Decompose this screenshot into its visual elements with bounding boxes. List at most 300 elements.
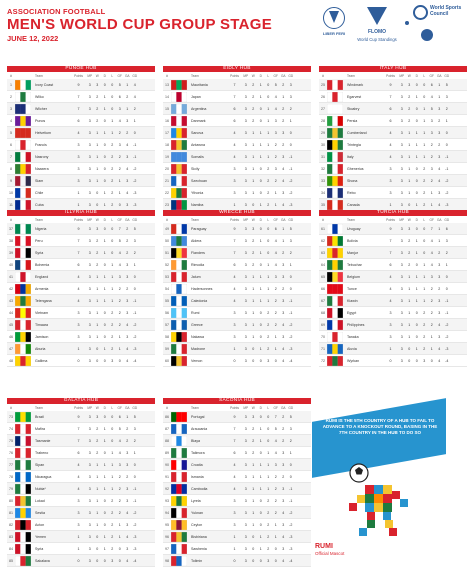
team-mp: 3 [400, 334, 403, 339]
column-header-ga: GA [124, 217, 130, 222]
team-l: 2 [423, 310, 426, 315]
team-position: 39 [9, 250, 13, 255]
flag-icon [15, 176, 31, 186]
team-points: 3 [77, 322, 80, 327]
team-l: 0 [423, 82, 426, 87]
team-name: Sakalava [35, 558, 50, 563]
team-d: 0 [259, 510, 262, 515]
team-w: 2 [252, 450, 255, 455]
column-header-pos: # [10, 73, 12, 78]
team-mp: 3 [88, 250, 91, 255]
team-w: 1 [408, 142, 411, 147]
team-l: 2 [267, 190, 270, 195]
table-row [7, 531, 155, 543]
column-header-gd: GD [288, 405, 294, 410]
team-d: 0 [103, 414, 106, 419]
team-l: 1 [267, 142, 270, 147]
team-w: 2 [408, 250, 411, 255]
flag-icon [327, 188, 343, 198]
team-ga: 2 [126, 238, 129, 243]
team-l: 2 [111, 202, 114, 207]
team-name: Acton [35, 522, 45, 527]
team-name: Sawhenia [191, 546, 207, 551]
team-points: 4 [233, 286, 236, 291]
standings-rows [7, 411, 155, 567]
team-ga: 3 [126, 334, 129, 339]
hub-panel [163, 66, 311, 223]
table-row [163, 555, 311, 567]
team-d: 1 [103, 474, 106, 479]
team-name: Nasrony [35, 154, 49, 159]
table-row [319, 355, 467, 367]
team-w: 1 [96, 274, 99, 279]
hub-panel [7, 210, 155, 367]
table-row [319, 91, 467, 103]
team-gd: 2 [133, 106, 136, 111]
team-d: 1 [103, 298, 106, 303]
team-d: 0 [259, 106, 262, 111]
table-row [319, 295, 467, 307]
team-gf: 2 [118, 298, 121, 303]
team-gd: -4 [289, 558, 293, 563]
team-gd: 1 [289, 262, 292, 267]
flag-icon [171, 436, 187, 446]
team-name: Trintegia [347, 142, 361, 147]
team-gd: -3 [133, 534, 137, 539]
team-position: 26 [321, 94, 325, 99]
team-w: 2 [96, 262, 99, 267]
team-gd: -2 [289, 510, 293, 515]
team-l: 1 [111, 474, 114, 479]
team-l: 1 [267, 154, 270, 159]
column-header-mp: MP [243, 73, 249, 78]
flag-icon [15, 152, 31, 162]
standings-rows [163, 411, 311, 567]
team-name: Vietnam [35, 310, 49, 315]
team-ga: 1 [282, 226, 285, 231]
team-w: 1 [408, 178, 411, 183]
flag-icon [171, 508, 187, 518]
team-gf: 3 [430, 166, 433, 171]
team-mp: 3 [244, 298, 247, 303]
team-l: 1 [111, 462, 114, 467]
team-mp: 3 [88, 462, 91, 467]
team-d: 0 [103, 82, 106, 87]
team-l: 3 [423, 358, 426, 363]
team-ga: 4 [438, 178, 441, 183]
table-row [163, 271, 311, 283]
team-gd: 0 [133, 274, 136, 279]
team-d: 1 [259, 130, 262, 135]
team-name: Nubia* [35, 486, 46, 491]
team-gf: 4 [430, 250, 433, 255]
team-w: 0 [252, 346, 255, 351]
column-header-l: L [267, 405, 270, 410]
table-row [7, 103, 155, 115]
team-l: 2 [267, 546, 270, 551]
team-gf: 2 [430, 154, 433, 159]
team-d: 0 [415, 334, 418, 339]
team-d: 1 [259, 346, 262, 351]
column-header-gf: GF [117, 73, 122, 78]
team-d: 0 [259, 450, 262, 455]
team-l: 2 [423, 334, 426, 339]
column-header-w: W [95, 405, 99, 410]
team-w: 2 [252, 82, 255, 87]
table-row [7, 507, 155, 519]
team-l: 1 [267, 262, 270, 267]
hub-title: TURCIA HUB [319, 210, 467, 216]
team-ga: 2 [438, 250, 441, 255]
team-w: 2 [96, 118, 99, 123]
team-position: 68 [321, 310, 325, 315]
team-position: 83 [9, 534, 13, 539]
team-name: Croatia [191, 462, 203, 467]
team-gd: -1 [133, 486, 137, 491]
team-name: Wilko [35, 94, 44, 99]
team-ga: 4 [126, 166, 129, 171]
team-l: 2 [267, 534, 270, 539]
team-w: 2 [408, 118, 411, 123]
team-l: 0 [111, 106, 114, 111]
team-mp: 3 [244, 286, 247, 291]
team-l: 1 [111, 274, 114, 279]
team-ga: 2 [282, 118, 285, 123]
team-name: Syria [35, 546, 44, 551]
team-gf: 0 [274, 558, 277, 563]
team-w: 0 [252, 558, 255, 563]
team-name: Lokad [35, 498, 45, 503]
team-position: 8 [10, 166, 12, 171]
team-position: 9 [10, 178, 12, 183]
team-gf: 7 [430, 226, 433, 231]
team-l: 2 [267, 166, 270, 171]
table-row [319, 79, 467, 91]
team-w: 1 [252, 298, 255, 303]
table-row [163, 483, 311, 495]
team-mp: 3 [88, 358, 91, 363]
team-d: 0 [415, 262, 418, 267]
team-w: 1 [96, 474, 99, 479]
team-gd: 2 [445, 250, 448, 255]
team-points: 1 [233, 546, 236, 551]
team-gd: 2 [289, 438, 292, 443]
team-d: 0 [259, 310, 262, 315]
flag-icon [171, 164, 187, 174]
team-name: Philippines [347, 322, 365, 327]
team-w: 3 [408, 226, 411, 231]
team-d: 0 [103, 450, 106, 455]
team-d: 0 [103, 178, 106, 183]
team-name: Ivory Coast [35, 82, 54, 87]
team-gf: 4 [274, 94, 277, 99]
team-gd: -2 [133, 510, 137, 515]
team-gd: 5 [133, 226, 136, 231]
team-mp: 3 [88, 118, 91, 123]
team-w: 1 [408, 154, 411, 159]
team-gf: 6 [274, 226, 277, 231]
team-mp: 3 [244, 166, 247, 171]
table-row [163, 79, 311, 91]
sponsor-logos [317, 5, 467, 63]
team-mp: 3 [244, 414, 247, 419]
team-l: 2 [111, 534, 114, 539]
table-row [163, 343, 311, 355]
team-gf: 4 [274, 438, 277, 443]
team-d: 0 [103, 142, 106, 147]
team-ga: 4 [282, 202, 285, 207]
team-d: 0 [259, 498, 262, 503]
flomo-mark-icon [367, 7, 387, 25]
flag-icon [171, 296, 187, 306]
team-points: 1 [389, 202, 392, 207]
team-mp: 3 [400, 118, 403, 123]
team-w: 3 [96, 414, 99, 419]
team-points: 9 [389, 82, 392, 87]
table-row [7, 543, 155, 555]
team-gf: 2 [118, 130, 121, 135]
team-position: 28 [321, 118, 325, 123]
team-mp: 3 [88, 310, 91, 315]
column-header-team: Team [191, 73, 199, 78]
flag-icon [327, 320, 343, 330]
team-gf: 2 [430, 142, 433, 147]
column-header-w: W [407, 73, 411, 78]
team-position: 51 [165, 250, 169, 255]
column-header-points: Points [230, 217, 239, 222]
team-mp: 3 [400, 322, 403, 327]
team-ga: 3 [438, 310, 441, 315]
column-header-l: L [423, 73, 426, 78]
team-position: 69 [321, 322, 325, 327]
flag-icon [15, 460, 31, 470]
flag-icon [327, 296, 343, 306]
flag-icon [171, 472, 187, 482]
column-header-ga: GA [280, 217, 286, 222]
column-header-l: L [267, 217, 270, 222]
team-gf: 2 [118, 474, 121, 479]
team-position: 44 [9, 310, 13, 315]
team-ga: 4 [282, 358, 285, 363]
team-d: 1 [259, 142, 262, 147]
team-mp: 3 [244, 474, 247, 479]
flag-icon [171, 272, 187, 282]
team-d: 0 [415, 178, 418, 183]
table-row [7, 271, 155, 283]
column-header-d: D [103, 217, 106, 222]
team-l: 1 [423, 142, 426, 147]
table-row [163, 319, 311, 331]
team-ga: 1 [438, 238, 441, 243]
team-gf: 1 [430, 202, 433, 207]
team-points: 4 [389, 130, 392, 135]
team-gd: -2 [289, 522, 293, 527]
team-d: 0 [415, 106, 418, 111]
team-gd: -1 [133, 142, 137, 147]
team-w: 1 [252, 286, 255, 291]
column-header-d: D [259, 405, 262, 410]
flag-icon [15, 248, 31, 258]
team-ga: 2 [126, 438, 129, 443]
team-gf: 1 [274, 334, 277, 339]
team-l: 2 [111, 346, 114, 351]
header-kicker: ASSOCIATION FOOTBALL [7, 7, 106, 16]
team-position: 61 [321, 226, 325, 231]
table-row [163, 139, 311, 151]
team-w: 2 [96, 250, 99, 255]
team-points: 1 [77, 346, 80, 351]
team-gf: 2 [430, 298, 433, 303]
team-position: 73 [9, 414, 13, 419]
team-points: 4 [77, 286, 80, 291]
column-header-l: L [111, 73, 114, 78]
team-position: 6 [10, 142, 12, 147]
column-header-team: Team [191, 217, 199, 222]
team-mp: 3 [88, 142, 91, 147]
team-w: 1 [252, 154, 255, 159]
team-points: 7 [389, 250, 392, 255]
team-d: 0 [103, 118, 106, 123]
team-mp: 3 [244, 546, 247, 551]
flag-icon [327, 92, 343, 102]
team-points: 7 [233, 438, 236, 443]
team-name: Rimodia [191, 262, 205, 267]
team-mp: 3 [88, 226, 91, 231]
mascot-name: RUMI [315, 543, 333, 550]
team-l: 2 [111, 166, 114, 171]
team-points: 7 [389, 238, 392, 243]
flag-icon [15, 104, 31, 114]
team-d: 0 [259, 558, 262, 563]
team-gf: 2 [118, 510, 121, 515]
team-mp: 3 [88, 298, 91, 303]
team-l: 2 [111, 334, 114, 339]
team-mp: 3 [400, 82, 403, 87]
team-name: Nicaragua [35, 474, 52, 479]
column-header-mp: MP [87, 73, 93, 78]
team-d: 1 [103, 286, 106, 291]
team-position: 29 [321, 130, 325, 135]
team-ga: 3 [282, 462, 285, 467]
team-name: Belgium [347, 274, 360, 279]
team-position: 19 [165, 154, 169, 159]
team-position: 98 [165, 558, 169, 563]
team-points: 4 [77, 298, 80, 303]
team-ga: 2 [126, 250, 129, 255]
team-gd: 0 [445, 286, 448, 291]
team-gf: 2 [430, 310, 433, 315]
team-position: 89 [165, 450, 169, 455]
team-gf: 3 [430, 274, 433, 279]
hub-title: WRECCE HUB [163, 210, 311, 216]
team-gd: 5 [133, 414, 136, 419]
team-name: Trabeno [35, 450, 49, 455]
team-mp: 3 [88, 438, 91, 443]
flag-icon [327, 272, 343, 282]
team-gd: 2 [445, 106, 448, 111]
team-l: 1 [267, 486, 270, 491]
column-header-gf: GF [273, 73, 278, 78]
team-d: 0 [103, 166, 106, 171]
team-gd: 0 [289, 474, 292, 479]
team-w: 0 [252, 358, 255, 363]
flag-icon [171, 260, 187, 270]
team-d: 1 [259, 274, 262, 279]
team-name: Cuba [35, 202, 44, 207]
team-name: Ghenerius [347, 166, 364, 171]
team-l: 1 [267, 274, 270, 279]
team-w: 0 [96, 346, 99, 351]
flag-icon [171, 92, 187, 102]
team-d: 0 [415, 82, 418, 87]
table-row [163, 459, 311, 471]
team-position: 38 [9, 238, 13, 243]
team-name: Cambodia [191, 486, 208, 491]
team-gd: 1 [133, 262, 136, 267]
column-header-ga: GA [436, 73, 442, 78]
team-gf: 5 [118, 426, 121, 431]
team-d: 1 [103, 274, 106, 279]
column-header-gf: GF [273, 217, 278, 222]
team-l: 1 [267, 298, 270, 303]
table-row [7, 259, 155, 271]
flag-icon [15, 496, 31, 506]
team-w: 0 [96, 546, 99, 551]
team-ga: 4 [438, 346, 441, 351]
team-name: England [35, 274, 49, 279]
team-ga: 3 [126, 486, 129, 491]
column-header-gd: GD [444, 217, 450, 222]
team-gd: -3 [133, 346, 137, 351]
team-ga: 2 [126, 426, 129, 431]
team-name: Nakawa [191, 334, 204, 339]
table-row [163, 307, 311, 319]
flag-icon [171, 140, 187, 150]
team-gf: 2 [118, 166, 121, 171]
column-header-row [7, 72, 155, 79]
table-row [163, 223, 311, 235]
team-position: 58 [165, 334, 169, 339]
team-ga: 3 [282, 546, 285, 551]
team-ga: 1 [438, 94, 441, 99]
team-position: 16 [165, 118, 169, 123]
team-d: 1 [103, 346, 106, 351]
team-w: 1 [96, 142, 99, 147]
hub-title: SACONIA HUB [163, 398, 311, 404]
team-position: 46 [9, 334, 13, 339]
team-ga: 2 [282, 438, 285, 443]
team-ga: 4 [282, 510, 285, 515]
table-row [7, 355, 155, 367]
team-mp: 3 [244, 82, 247, 87]
team-w: 1 [252, 462, 255, 467]
team-gd: -1 [289, 154, 293, 159]
team-position: 87 [165, 426, 169, 431]
column-header-d: D [259, 73, 262, 78]
team-d: 1 [103, 238, 106, 243]
team-ga: 1 [126, 106, 129, 111]
team-w: 1 [96, 522, 99, 527]
team-gf: 2 [274, 322, 277, 327]
team-ga: 3 [126, 118, 129, 123]
team-name: Shona [347, 178, 358, 183]
team-position: 21 [165, 178, 169, 183]
team-w: 1 [96, 166, 99, 171]
header [7, 5, 467, 63]
team-ga: 2 [126, 226, 129, 231]
team-d: 0 [103, 154, 106, 159]
team-points: 3 [77, 510, 80, 515]
